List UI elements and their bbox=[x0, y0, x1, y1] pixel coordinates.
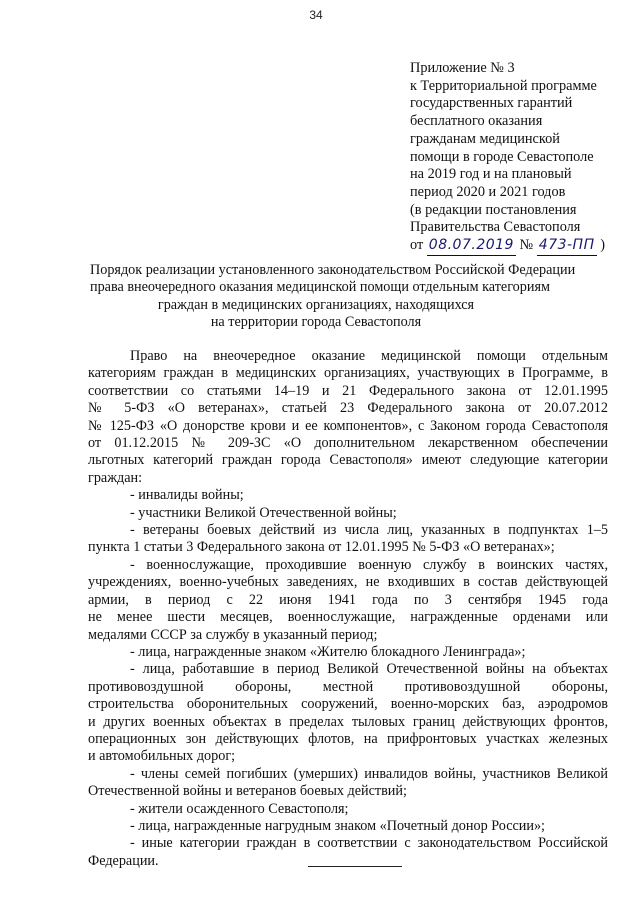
list-item: - военнослужащие, проходившие военную службу в воинских частях, bbox=[130, 556, 608, 573]
body-line: противовоздушной обороны, местной противовоздушной обороны, bbox=[88, 678, 608, 695]
from-prefix: от bbox=[410, 237, 424, 254]
body-line: граждан: bbox=[88, 469, 143, 486]
body-line: № 5-ФЗ «О ветеранах», статьей 23 Федерального закона от 20.07.2012 bbox=[88, 400, 608, 417]
list-item: - участники Великой Отечественной войны; bbox=[130, 504, 397, 521]
appendix-line: к Территориальной программе bbox=[410, 77, 597, 94]
close-paren: ) bbox=[600, 237, 605, 254]
body-line: учреждениях, военно-учебных заведениях, не входивших в состав действующей bbox=[88, 574, 608, 591]
body-line: пункта 1 статьи 3 Федерального закона от 12.01.1995 № 5-ФЗ «О ветеранах»; bbox=[88, 539, 555, 556]
appendix-line: на 2019 год и на плановый bbox=[410, 166, 572, 183]
handwritten-decree-number: 473-ПП bbox=[537, 237, 597, 256]
appendix-line: бесплатного оказания bbox=[410, 113, 543, 130]
body-line: категориям граждан в медицинских организациях, участвующих в Программе, в bbox=[88, 365, 608, 382]
list-item: - жители осажденного Севастополя; bbox=[130, 800, 349, 817]
appendix-line: (в редакции постановления bbox=[410, 201, 577, 218]
page-number: 34 bbox=[309, 8, 323, 22]
body-line: от 01.12.2015 № 209-ЗС «О дополнительном лекарственном обеспечении bbox=[88, 435, 608, 452]
body-line: Право на внеочередное оказание медицинской помощи отдельным bbox=[130, 348, 608, 364]
appendix-line: Приложение № 3 bbox=[410, 60, 515, 76]
appendix-line: помощи в городе Севастополе bbox=[410, 148, 594, 165]
body-line: строительства оборонительных сооружений, военно-морских баз, аэродромов bbox=[88, 696, 608, 713]
appendix-line: гражданам медицинской bbox=[410, 130, 560, 147]
heading-line: граждан в медицинских организациях, находящихся bbox=[157, 296, 475, 313]
body-line: Отечественной войны и ветеранов боевых действий; bbox=[88, 783, 407, 800]
number-sign: № bbox=[519, 237, 534, 254]
appendix-block bbox=[410, 60, 625, 256]
body-line: льготных категорий граждан города Севастополя» имеют следующие категории bbox=[88, 452, 608, 469]
list-item: - члены семей погибших (умерших) инвалидов войны, участников Великой bbox=[130, 765, 608, 782]
heading-line: на территории города Севастополя bbox=[210, 314, 422, 331]
decree-reference-line bbox=[410, 237, 625, 256]
document-body bbox=[88, 348, 608, 870]
body-line: соответствии со статьями 14–19 и 21 Федерального закона от 12.01.1995 bbox=[88, 382, 608, 399]
body-line: не менее шести месяцев, военнослужащие, награжденные орденами или bbox=[88, 609, 608, 626]
body-line: армии, в период с 22 июня 1941 года по 3 сентября 1945 года bbox=[88, 591, 608, 608]
list-item: - ветераны боевых действий из числа лиц, указанных в подпунктах 1–5 bbox=[130, 522, 608, 539]
heading-line: Порядок реализации установленного законодательством Российской Федерации bbox=[90, 262, 576, 278]
body-line: и автомобильных дорог; bbox=[88, 748, 236, 765]
appendix-line: Правительства Севастополя bbox=[410, 219, 581, 236]
appendix-line: период 2020 и 2021 годов bbox=[410, 183, 566, 200]
body-line: № 125-ФЗ «О донорстве крови и ее компонентов», с Законом города Севастополя bbox=[88, 417, 608, 434]
body-line: и других военных объектах в пределах тыловых границ действующих фронтов, bbox=[88, 713, 608, 730]
document-heading bbox=[90, 262, 576, 332]
body-line: операционных зон действующих флотов, на прифронтовых участках железных bbox=[88, 730, 608, 747]
end-divider bbox=[308, 866, 402, 867]
handwritten-date: 08.07.2019 bbox=[427, 237, 516, 256]
heading-line: права внеочередного оказания медицинской помощи отдельным категориям bbox=[90, 279, 550, 296]
body-line: Федерации. bbox=[88, 852, 159, 869]
list-item: - лица, награжденные нагрудным знаком «Почетный донор России»; bbox=[130, 817, 546, 834]
body-line: медалями СССР за службу в указанный период; bbox=[88, 626, 378, 643]
list-item: - лица, работавшие в период Великой Отечественной войны на объектах bbox=[130, 661, 608, 678]
list-item: - иные категории граждан в соответствии с законодательством Российской bbox=[130, 835, 608, 852]
appendix-line: государственных гарантий bbox=[410, 95, 573, 112]
list-item: - лица, награжденные знаком «Жителю блокадного Ленинграда»; bbox=[130, 643, 526, 660]
list-item: - инвалиды войны; bbox=[130, 487, 244, 504]
